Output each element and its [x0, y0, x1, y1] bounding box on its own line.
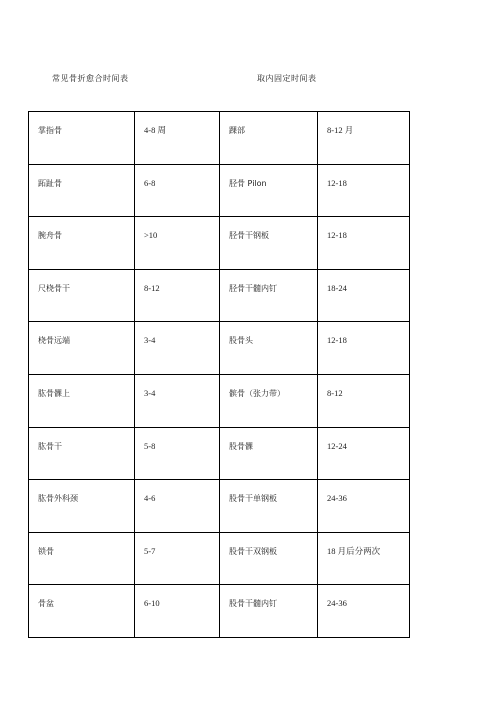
removal-months-cell: 18-24	[318, 269, 410, 322]
fixation-site-cell: 胫骨干钢板	[220, 217, 318, 270]
healing-weeks-cell: 4-6	[135, 480, 220, 533]
fracture-site-cell: 腕舟骨	[29, 217, 135, 270]
table-row	[29, 585, 410, 638]
removal-months-cell: 18 月后分两次	[318, 532, 410, 585]
fixation-site-cell: 髌骨（张力带）	[220, 374, 318, 427]
fixation-site-cell: 股骨干髓内钉	[220, 585, 318, 638]
table-row	[29, 269, 410, 322]
table-row	[29, 532, 410, 585]
fracture-site-cell: 锁骨	[29, 532, 135, 585]
fixation-site-cell: 股骨头	[220, 322, 318, 375]
table-row	[29, 427, 410, 480]
fracture-site-cell: 掌指骨	[29, 112, 135, 165]
table-row	[29, 112, 410, 165]
healing-weeks-cell: 3-4	[135, 374, 220, 427]
fracture-site-cell: 桡骨远端	[29, 322, 135, 375]
fixation-site-cell: 股骨干双钢板	[220, 532, 318, 585]
table-row	[29, 322, 410, 375]
fixation-site-cell: 胫骨 Pilon	[220, 164, 318, 217]
healing-weeks-cell: 5-7	[135, 532, 220, 585]
fixation-site-cell: 胫骨干髓内钉	[220, 269, 318, 322]
healing-time-heading: 常见骨折愈合时间表	[52, 74, 129, 83]
removal-months-cell: 12-24	[318, 427, 410, 480]
table-row	[29, 217, 410, 270]
table-row	[29, 374, 410, 427]
fracture-site-cell: 肱骨干	[29, 427, 135, 480]
removal-months-cell: 8-12	[318, 374, 410, 427]
fixation-site-cell: 股骨髁	[220, 427, 318, 480]
fracture-site-cell: 骨盆	[29, 585, 135, 638]
table-row	[29, 480, 410, 533]
healing-weeks-cell: >10	[135, 217, 220, 270]
healing-weeks-cell: 8-12	[135, 269, 220, 322]
table-row	[29, 164, 410, 217]
removal-months-cell: 24-36	[318, 585, 410, 638]
removal-months-cell: 12-18	[318, 322, 410, 375]
healing-weeks-cell: 3-4	[135, 322, 220, 375]
healing-weeks-cell: 6-8	[135, 164, 220, 217]
healing-weeks-cell: 4-8 周	[135, 112, 220, 165]
fracture-site-cell: 肱骨髁上	[29, 374, 135, 427]
fracture-site-cell: 肱骨外科颈	[29, 480, 135, 533]
healing-weeks-cell: 6-10	[135, 585, 220, 638]
removal-months-cell: 12-18	[318, 217, 410, 270]
fracture-time-table	[28, 111, 410, 638]
fracture-site-cell: 跖趾骨	[29, 164, 135, 217]
removal-months-cell: 12-18	[318, 164, 410, 217]
fixation-site-cell: 踝部	[220, 112, 318, 165]
removal-months-cell: 8-12 月	[318, 112, 410, 165]
fixation-site-cell: 股骨干单钢板	[220, 480, 318, 533]
removal-months-cell: 24-36	[318, 480, 410, 533]
healing-weeks-cell: 5-8	[135, 427, 220, 480]
fixation-removal-heading: 取内固定时间表	[257, 74, 317, 83]
fracture-site-cell: 尺桡骨干	[29, 269, 135, 322]
